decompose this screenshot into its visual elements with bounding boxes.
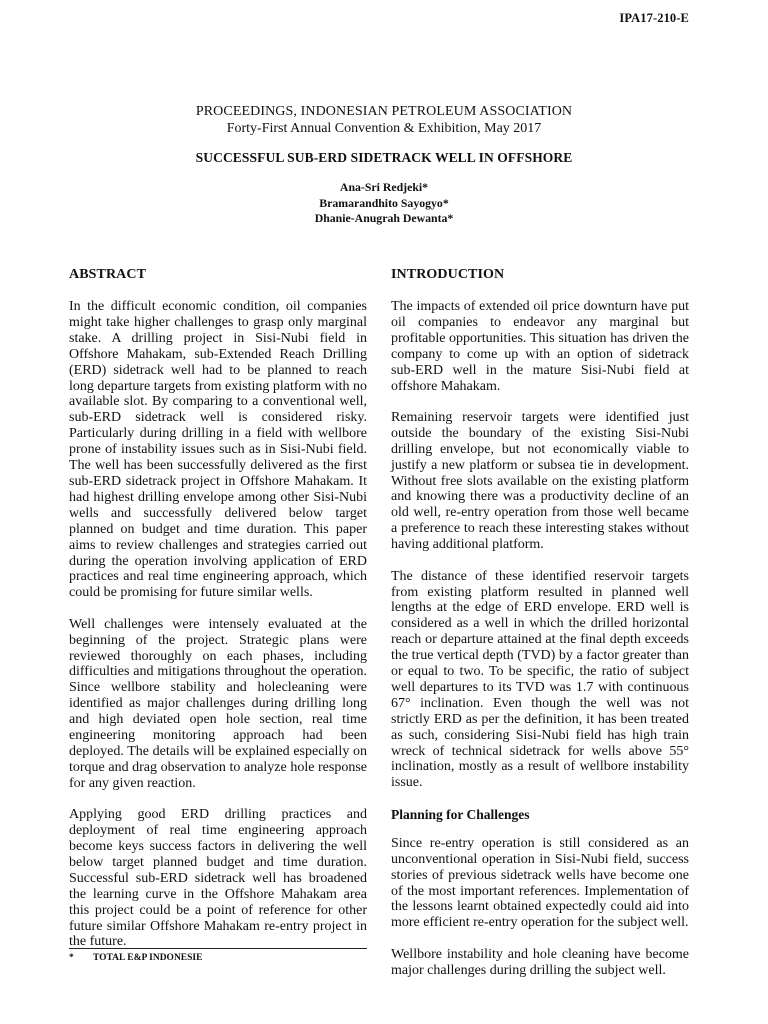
footnote-mark: * — [69, 953, 74, 963]
introduction-paragraph: The impacts of extended oil price downturn have put oil companies to endeavor any marginal but profitable opportunities. This situation has driven the company to come up with an option of sidetrack sub-ERD well in the mature Sisi-Nubi field at offshore Mahakam. — [391, 299, 689, 394]
planning-paragraph: Wellbore instability and hole cleaning have become major challenges during drilling the subject well. — [391, 946, 689, 978]
author-name: Bramarandhito Sayogyo* — [319, 195, 449, 210]
introduction-heading: INTRODUCTION — [391, 267, 505, 282]
abstract-paragraph: In the difficult economic condition, oil companies might take higher challenges to grasp only marginal stake. A drilling project in Sisi-Nubi field in Offshore Mahakam, sub-Extended Reach Drilling (ERD) sidetrack well had to be planned to reach long departure targets from existing platform with no available slot. By comparing to a conventional well, sub-ERD sidetrack well is considered risky. Particularly during drilling in a field with wellbore prone of instability issues such as in Sisi-Nubi field. The well has been successfully delivered as the first sub-ERD sidetrack project in Offshore Mahakam. It had highest drilling envelope among other Sisi-Nubi wells and successfully delivered below target planned on budget and time duration. This paper aims to review challenges and strategies carried out during the operation involving application of ERD practices and real time engineering approach, which could be promising for future similar wells. — [69, 299, 367, 601]
convention-subtitle: Forty-First Annual Convention & Exhibition, May 2017 — [226, 121, 542, 136]
abstract-paragraph: Applying good ERD drilling practices and deployment of real time engineering approach become keys success factors in delivering the well below target planned budget and time duration. Successful sub-ERD sidetrack well has broadened the learning curve in the Offshore Mahakam area this project could be a point of reference for other future similar Offshore Mahakam re-entry project in the future. — [69, 807, 367, 950]
author-name: Ana-Sri Redjeki* — [339, 180, 429, 194]
left-column — [69, 266, 367, 950]
affiliation-footnote — [69, 953, 202, 964]
abstract-heading: ABSTRACT — [69, 267, 147, 282]
paper-header — [0, 103, 768, 227]
paper-title: SUCCESSFUL SUB-ERD SIDETRACK WELL IN OFFSHORE — [195, 150, 573, 165]
planning-heading: Planning for Challenges — [391, 806, 530, 822]
abstract-paragraph: Well challenges were intensely evaluated at the beginning of the project. Strategic plans were reviewed thoroughly on each phases, including difficulties and mitigations throughout the operation. Since wellbore stability and holecleaning were identified as major challenges during drilling long and high deviated open hole section, real time engineering monitoring approach had been deployed. The details will be explained especially on torque and drag observation to analyze hole response for any given reaction. — [69, 616, 367, 791]
introduction-paragraph: The distance of these identified reservoir targets from existing platform resulted in planned well lengths at the edge of ERD envelope. ERD well is considered as a well in which the drilled horizontal reach or departure attained at the final depth exceeds the true vertical depth (TVD) by a factor greater than or equal to two. To be specific, the ratio of subject well departures to its TVD was 1.7 with continuous 67° inclination. Even though the well was not strictly ERD as per the definition, it has been treated as such, considering Sisi-Nubi field has high train wreck of technical sidetrack for wells above 55° inclination, mostly as a result of wellbore instability issue. — [391, 568, 689, 791]
proceedings-title: PROCEEDINGS, INDONESIAN PETROLEUM ASSOCIATION — [195, 104, 573, 119]
paper-id: IPA17-210-E — [619, 11, 689, 25]
author-name: Dhanie-Anugrah Dewanta* — [314, 211, 454, 225]
right-column — [391, 266, 689, 979]
footnote-text: TOTAL E&P INDONESIE — [93, 953, 203, 963]
planning-paragraph: Since re-entry operation is still considered as an unconventional operation in Sisi-Nubi field, success stories of previous sidetrack wells have become one of the most important references. Implementation of the lessons learnt obtained expectedly could aid into more efficient re-entry operation for the subject well. — [391, 835, 689, 931]
footnote-divider — [69, 948, 367, 949]
author-list — [0, 180, 768, 227]
introduction-paragraph: Remaining reservoir targets were identified just outside the boundary of the existing Sisi-Nubi drilling envelope, but not economically viable to justify a new platform or subsea tie in development. Without free slots available on the existing platform and knowing there was a productivity decline of an old well, re-entry operation from those well became a preference to reach these interesting stakes without having additional platform. — [391, 409, 689, 553]
